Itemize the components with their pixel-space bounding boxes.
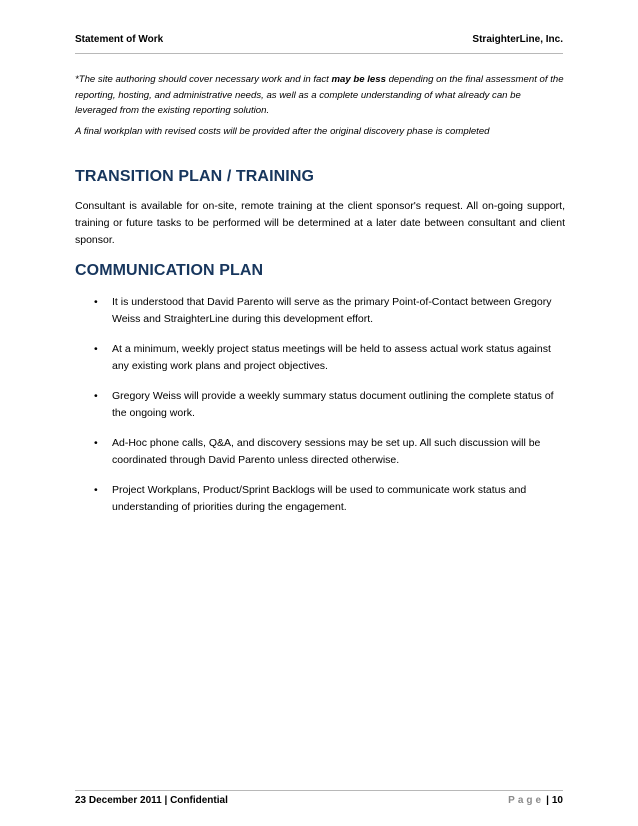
bullet-icon: • xyxy=(94,296,98,308)
list-item xyxy=(75,294,565,328)
communication-plan-heading: COMMUNICATION PLAN xyxy=(75,262,264,279)
communication-bullet-list xyxy=(75,294,565,529)
page-separator: | xyxy=(546,795,549,806)
page-footer xyxy=(75,795,563,811)
transition-plan-body: Consultant is available for on-site, remote training at the client sponsor's request. All on-going support, training or future tasks to be performed will be determined at a later date between consultant and client sponsor. xyxy=(75,200,565,246)
header-document-title: Statement of Work xyxy=(75,34,164,45)
list-item xyxy=(75,435,565,469)
list-item-text: Gregory Weiss will provide a weekly summary status document outlining the complete status of the ongoing work. xyxy=(112,390,554,419)
bullet-icon: • xyxy=(94,437,98,449)
list-item xyxy=(75,341,565,375)
note-text-start: *The site authoring should cover necessary work and in fact xyxy=(75,74,332,85)
note-emphasis: may be less xyxy=(331,74,386,85)
page-number: 10 xyxy=(551,795,563,806)
page-header xyxy=(75,34,563,50)
site-authoring-note xyxy=(75,72,565,119)
workplan-note: A final workplan with revised costs will be provided after the original discovery phase is completed xyxy=(75,126,490,137)
list-item-text: Ad-Hoc phone calls, Q&A, and discovery sessions may be set up. All such discussion will be coordinated through David Parento unless directed otherwise. xyxy=(112,437,541,466)
footer-divider xyxy=(75,790,563,791)
list-item-text: Project Workplans, Product/Sprint Backlogs will be used to communicate work status and understanding of priorities during the engagement. xyxy=(112,484,527,513)
header-company-name: StraighterLine, Inc. xyxy=(472,34,563,45)
page-label: Page xyxy=(508,795,545,806)
header-divider xyxy=(75,53,563,54)
bullet-icon: • xyxy=(94,390,98,402)
bullet-icon: • xyxy=(94,343,98,355)
note-text-end: depending on the final assessment of the reporting, hosting, and administrative needs, as well as a complete understanding of what already can be leveraged from the existing reporting solution. xyxy=(75,74,564,116)
page-number-block xyxy=(508,795,563,806)
list-item-text: It is understood that David Parento will serve as the primary Point-of-Contact between Gregory Weiss and StraighterLine during this development effort. xyxy=(112,296,552,325)
list-item-text: At a minimum, weekly project status meetings will be held to assess actual work status against any existing work plans and project objectives. xyxy=(112,343,551,372)
footer-date-confidential: 23 December 2011 | Confidential xyxy=(75,795,228,806)
bullet-icon: • xyxy=(94,484,98,496)
transition-plan-heading: TRANSITION PLAN / TRAINING xyxy=(75,168,315,185)
list-item xyxy=(75,482,565,516)
list-item xyxy=(75,388,565,422)
